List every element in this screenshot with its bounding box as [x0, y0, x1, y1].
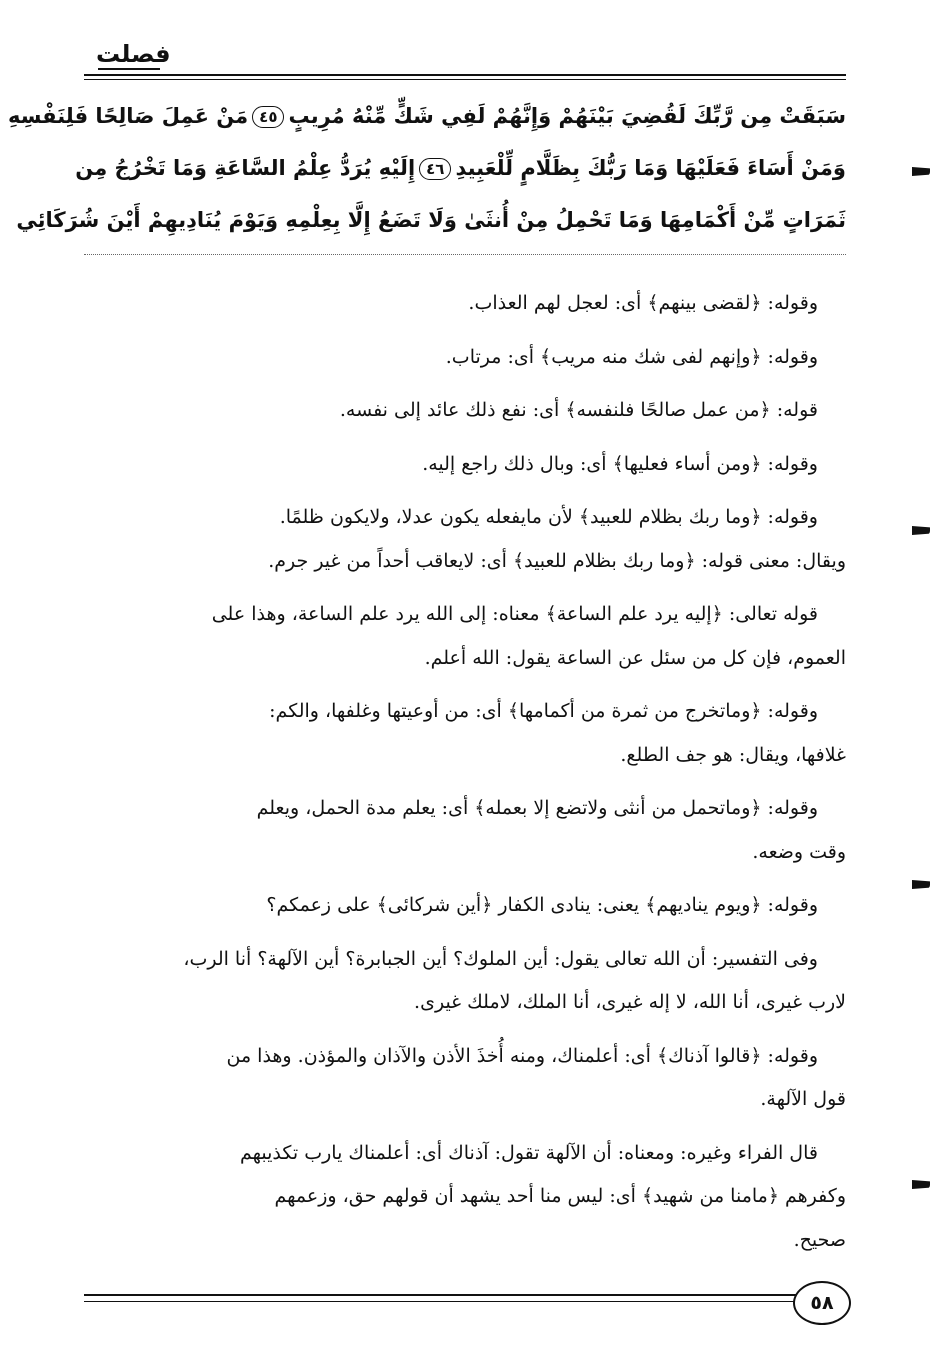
commentary-paragraph — [84, 938, 846, 1025]
commentary-paragraph — [84, 690, 846, 777]
commentary-paragraph — [84, 389, 846, 433]
commentary-line: وقوله: ﴿وماتحمل من أنثى ولاتضع إلا بعمله﴾ أى: يعلم مدة الحمل، ويعلم — [256, 797, 818, 819]
commentary-line: لارب غيرى، أنا الله، لا إله غيرى، أنا الملك، لاملك غيرى. — [414, 991, 846, 1013]
commentary-paragraph — [84, 884, 846, 928]
quran-line-2 — [75, 142, 846, 194]
commentary-line: ويقال: معنى قوله: ﴿وما ربك بظلام للعبيد﴾ أى: لايعاقب أحداً من غير جرم. — [268, 549, 846, 572]
commentary-line: قوله: ﴿من عمل صالحًا فلنفسه﴾ أى: نفع ذلك عائد إلى نفسه. — [339, 399, 818, 421]
page-number: ٥٨ — [793, 1281, 851, 1325]
quran-line-1-text: سَبَقَتْ مِن رَّبِّكَ لَقُضِيَ بَيْنَهُمْ وَإِنَّهُمْ لَفِي شَكٍّ مِّنْهُ مُرِيبٍ — [288, 104, 846, 128]
commentary-line: وقوله: ﴿وماتخرج من ثمرة من أكمامها﴾ أى: من أوعيتها وغلفها، والكم: — [269, 700, 818, 722]
commentary-paragraph — [84, 593, 846, 680]
commentary-paragraph — [84, 1035, 846, 1122]
commentary-line: صحيح. — [793, 1228, 846, 1251]
commentary-line: قال الفراء وغيره: ومعناه: أن الآلهة تقول: آذناك أى: أعلمناك يارب تكذيبهم — [240, 1141, 818, 1164]
commentary-line: وقوله: ﴿وما ربك بظلام للعبيد﴾ لأن مايفعله يكون عدلا، ولايكون ظلمًا. — [279, 506, 818, 528]
quran-separator — [84, 254, 846, 255]
surah-title: فصلت — [96, 40, 171, 68]
commentary-line: قول الآلهة. — [760, 1088, 846, 1110]
title-underline — [98, 68, 160, 70]
quran-line-1 — [7, 90, 846, 142]
bottom-rule-thin — [84, 1301, 846, 1302]
top-rule — [84, 74, 846, 76]
commentary-paragraph — [84, 496, 846, 583]
quran-text-block — [7, 90, 846, 246]
quran-line-3: ثَمَرَاتٍ مِّنْ أَكْمَامِهَا وَمَا تَحْمِلُ مِنْ أُنثَىٰ وَلَا تَضَعُ إِلَّا بِعِلْمِهِ وَيَوْمَ يُنَادِيهِمْ أَيْنَ شُرَكَائِي — [16, 208, 846, 232]
quran-line-1-end: مَنْ عَمِلَ صَالِحًا فَلِنَفْسِهِ — [7, 104, 249, 128]
commentary-line: العموم، فإن كل من سئل عن الساعة يقول: الله أعلم. — [424, 646, 846, 669]
commentary-line: وقوله: ﴿ومن أساء فعليها﴾ أى: وبال ذلك راجع إليه. — [422, 452, 818, 475]
commentary-paragraph — [84, 1132, 846, 1263]
commentary-line: وقوله: ﴿ويوم يناديهم﴾ يعنى: ينادى الكفار ﴿أين شركائى﴾ على زعمكم؟ — [266, 894, 818, 916]
commentary-paragraph — [84, 787, 846, 874]
quran-line-2-end: إِلَيْهِ يُرَدُّ عِلْمُ السَّاعَةِ وَمَا تَخْرُجُ مِن — [75, 156, 416, 180]
quran-line-2-text: وَمَنْ أَسَاءَ فَعَلَيْهَا وَمَا رَبُّكَ بِظَلَّامٍ لِّلْعَبِيدِ — [455, 156, 846, 180]
commentary-line: وفى التفسير: أن الله تعالى يقول: أين الملوك؟ أين الجبابرة؟ أين الآلهة؟ أنا الرب، — [183, 947, 818, 970]
margin-mark-4 — [912, 1180, 930, 1189]
top-rule-thin — [84, 79, 846, 80]
commentary-line: وكفرهم ﴿مامنا من شهيد﴾ أى: ليس منا أحد يشهد أن قولهم حق، وزعمهم — [274, 1185, 846, 1207]
commentary-line: وقوله: ﴿وإنهم لفى شك منه مريب﴾ أى: مرتاب. — [445, 345, 818, 368]
commentary-line: قوله تعالى: ﴿إليه يرد علم الساعة﴾ معناه: إلى الله يرد علم الساعة، وهذا على — [211, 603, 818, 625]
margin-mark-3 — [912, 880, 930, 889]
commentary-paragraph — [84, 336, 846, 380]
bottom-rule — [84, 1294, 846, 1296]
margin-mark-1 — [912, 167, 930, 176]
commentary-paragraph — [84, 282, 846, 326]
margin-mark-2 — [912, 526, 930, 535]
commentary-line: وقوله: ﴿لقضى بينهم﴾ أى: لعجل لهم العذاب. — [468, 292, 818, 314]
commentary-line: غلافها، ويقال: هو جف الطلع. — [620, 743, 846, 766]
commentary-body — [84, 282, 846, 1272]
verse-marker-46: ٤٦ — [419, 158, 451, 180]
verse-marker-45: ٤٥ — [252, 106, 284, 128]
commentary-line: وقت وضعه. — [752, 840, 846, 863]
commentary-paragraph — [84, 443, 846, 487]
commentary-line: وقوله: ﴿قالوا آذناك﴾ أى: أعلمناك، ومنه أُخذَ الأذن والآذان والمؤذن. وهذا من — [226, 1044, 818, 1067]
